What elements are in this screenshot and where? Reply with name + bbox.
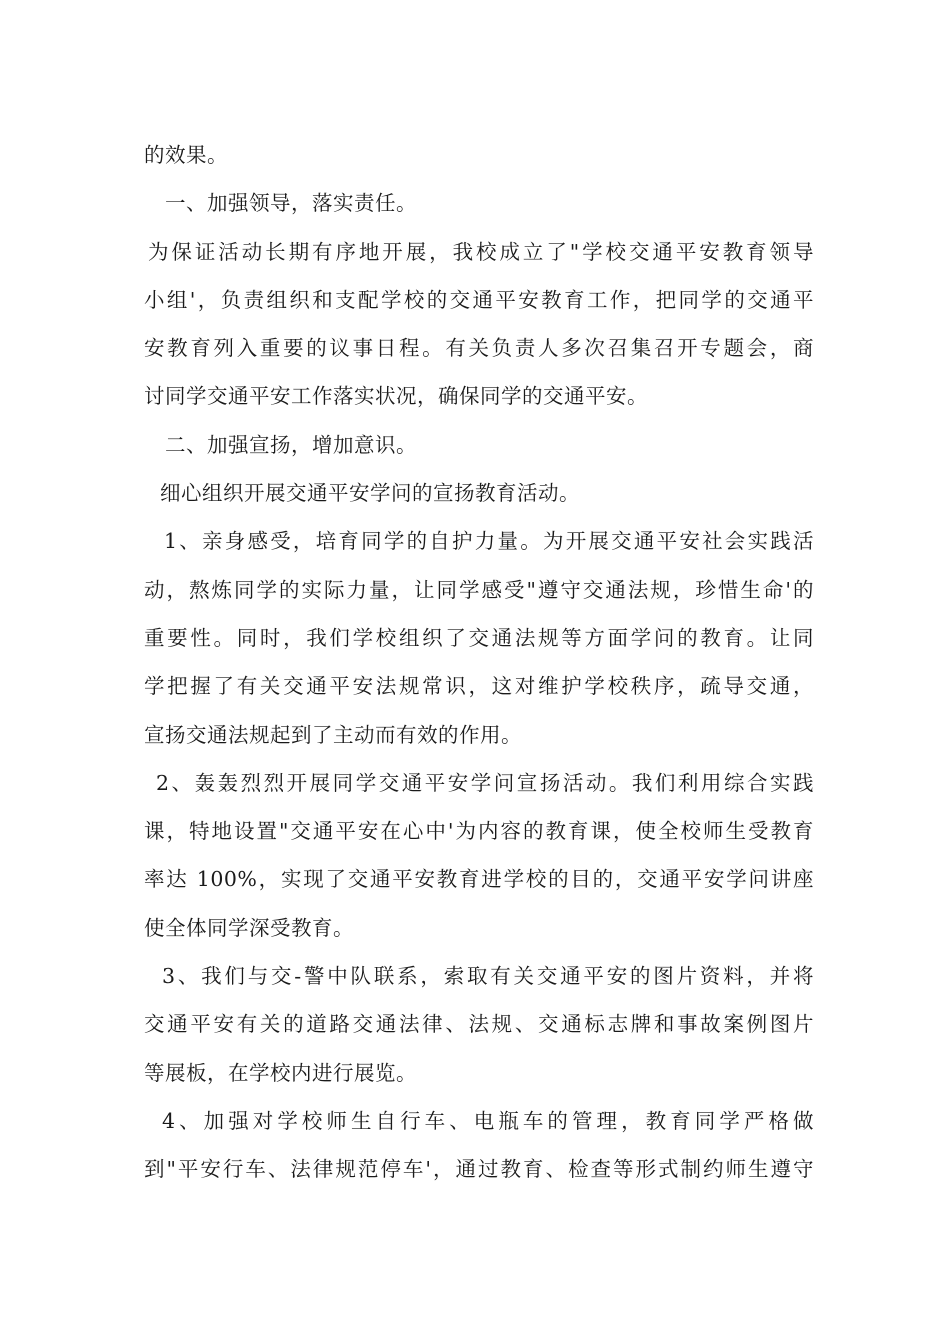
document-body [144,131,814,1194]
text-line: 4、加强对学校师生自行车、电瓶车的管理，教育同学严格做 [162,1108,814,1133]
text-line: 小组'，负责组织和支配学校的交通平安教育工作，把同学的交通平 [144,287,814,312]
text-line: 率达 100%，实现了交通平安教育进学校的目的，交通平安学问讲座 [144,867,814,892]
text-line: 动，熬炼同学的实际力量，让同学感受"遵守交通法规，珍惜生命'的 [144,577,814,602]
text-line: 交通平安有关的道路交通法律、法规、交通标志牌和事故案例图片 [144,1012,814,1037]
text-line: 等展板，在学校内进行展览。 [144,1060,417,1085]
text-line: 重要性。同时，我们学校组织了交通法规等方面学问的教育。让同 [144,625,814,650]
text-line: 的效果。 [144,143,228,167]
text-line: 3、我们与交-警中队联系，索取有关交通平安的图片资料，并将 [162,964,814,989]
text-line: 1、亲身感受，培育同学的自护力量。为开展交通平安社会实践活 [164,529,814,554]
text-line: 课，特地设置"交通平安在心中'为内容的教育课，使全校师生受教育 [144,819,814,844]
text-line: 一、加强领导，落实责任。 [165,191,417,216]
text-line: 使全体同学深受教育。 [144,915,354,940]
text-line: 到"平安行车、法律规范停车'，通过教育、检查等形式制约师生遵守 [144,1157,814,1182]
text-line: 二、加强宣扬，增加意识。 [165,432,417,457]
text-line: 为保证活动长期有序地开展，我校成立了"学校交通平安教育领导 [148,239,814,264]
text-line: 学把握了有关交通平安法规常识，这对维护学校秩序，疏导交通， [144,674,814,699]
text-line: 讨同学交通平安工作落实状况，确保同学的交通平安。 [144,384,648,409]
text-line: 安教育列入重要的议事日程。有关负责人多次召集召开专题会，商 [144,336,814,361]
text-line: 细心组织开展交通平安学问的宣扬教育活动。 [160,481,580,506]
text-line: 宣扬交通法规起到了主动而有效的作用。 [144,722,522,747]
text-line: 2、轰轰烈烈开展同学交通平安学问宣扬活动。我们利用综合实践 [156,770,814,795]
